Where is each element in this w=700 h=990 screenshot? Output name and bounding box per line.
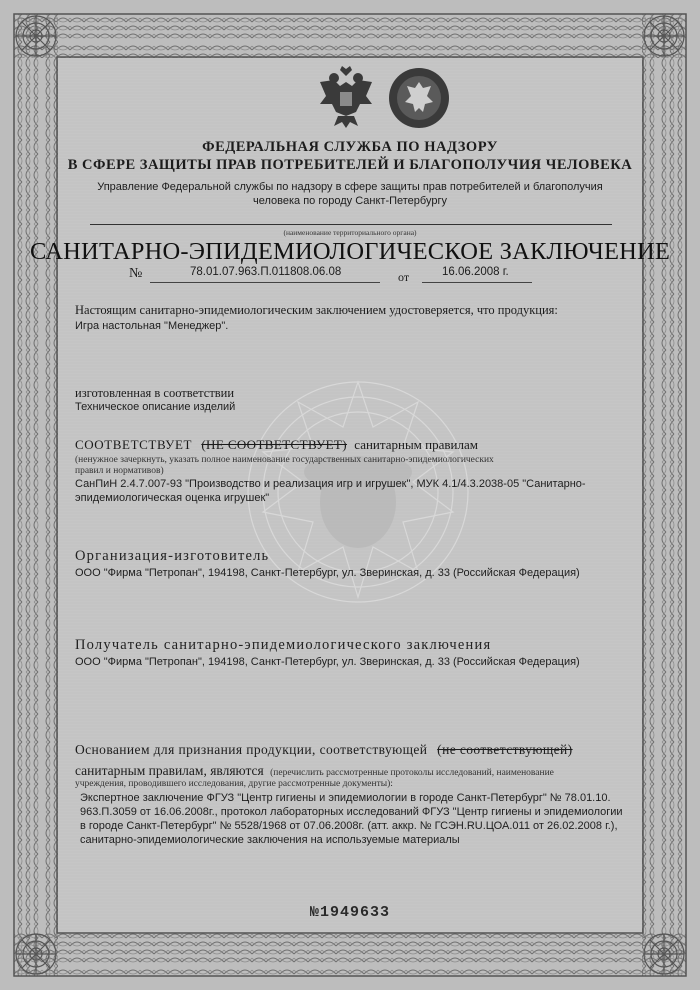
manufactured-label: изготовленная в соответствии — [75, 386, 235, 400]
certificate-number: 78.01.07.963.П.011808.06.08 — [190, 266, 342, 278]
basis-doc-line1: Экспертное заключение ФГУЗ "Центр гигиены и эпидемиологии в городе Санкт-Петербург" № 78.01.10. — [80, 792, 611, 804]
basis-line1-text: Основанием для признания продукции, соответствующей — [75, 742, 428, 757]
corner-ornament-br — [644, 934, 684, 974]
manufacturer-label: Организация-изготовитель — [75, 548, 270, 564]
agency-title-line2: В СФЕРЕ ЗАЩИТЫ ПРАВ ПОТРЕБИТЕЛЕЙ И БЛАГОПОЛУЧИЯ ЧЕЛОВЕКА — [67, 157, 633, 173]
rules-text: санитарным правилам — [354, 437, 478, 452]
serial-number: №1949633 — [309, 904, 390, 921]
basis-doc-line4: санитарно-эпидемиологические заключения на используемые материалы — [80, 834, 460, 846]
product-name: Игра настольная "Менеджер". — [75, 320, 229, 332]
number-underline — [150, 282, 380, 283]
corner-ornament-bl — [16, 934, 56, 974]
department-line2: человека по городу Санкт-Петербургу — [253, 195, 447, 207]
corner-ornament-tl — [16, 16, 56, 56]
basis-line3-note: учреждения, проводившего исследования, другие рассмотренные документы): — [75, 779, 393, 789]
document-title: САНИТАРНО-ЭПИДЕМИОЛОГИЧЕСКОЕ ЗАКЛЮЧЕНИЕ — [29, 238, 671, 265]
compliance-line — [75, 437, 478, 453]
basis-not-complies-text: (не соответствующей) — [437, 742, 573, 757]
agency-title-line1: ФЕДЕРАЛЬНАЯ СЛУЖБА ПО НАДЗОРУ — [202, 139, 498, 155]
department-underline — [90, 224, 612, 225]
corner-ornament-tr — [644, 16, 684, 56]
complies-text: СООТВЕТСТВУЕТ — [75, 437, 193, 452]
recipient-label: Получатель санитарно-эпидемиологического заключения — [75, 637, 492, 653]
eagle-emblem-icon — [316, 66, 376, 128]
compliance-note-line1: (ненужное зачеркнуть, указать полное наименование государственных санитарно-эпидемиологических — [75, 455, 494, 465]
norms-line2: эпидемиологическая оценка игрушек" — [75, 492, 270, 504]
basis-line2-text: санитарным правилам, являются — [75, 763, 264, 778]
product-intro: Настоящим санитарно-эпидемиологическим заключением удостоверяется, что продукция: — [75, 303, 558, 317]
round-seal-icon — [387, 66, 451, 130]
date-label: от — [398, 270, 410, 284]
basis-line1 — [75, 742, 573, 758]
norms-line1: СанПиН 2.4.7.007-93 "Производство и реализация игр и игрушек", МУК 4.1/4.3.2038-05 "Санитарно- — [75, 478, 586, 490]
manufactured-value: Техническое описание изделий — [75, 401, 236, 413]
certificate-date: 16.06.2008 г. — [442, 266, 509, 278]
basis-doc-line2: 963.П.3059 от 16.06.2008г., протокол лабораторных исследований ФГУЗ "Центр гигиены и эпидемиологии — [80, 806, 623, 818]
manufacturer-value: ООО "Фирма "Петропан", 194198, Санкт-Петербург, ул. Зверинская, д. 33 (Российская Федерация) — [75, 567, 580, 579]
recipient-value: ООО "Фирма "Петропан", 194198, Санкт-Петербург, ул. Зверинская, д. 33 (Российская Федерация) — [75, 656, 580, 668]
department-caption: (наименование территориального органа) — [283, 228, 417, 237]
number-label: № — [129, 266, 143, 281]
compliance-note-line2: правил и нормативов) — [75, 466, 164, 476]
basis-line2-note: (перечислить рассмотренные протоколы исследований, наименование — [270, 768, 554, 778]
basis-line2 — [75, 763, 554, 779]
department-line1: Управление Федеральной службы по надзору в сфере защиты прав потребителей и благополучия — [97, 181, 603, 193]
not-complies-text: (НЕ СООТВЕТСТВУЕТ) — [201, 437, 348, 452]
basis-doc-line3: в городе Санкт-Петербург" № 5528/1968 от 07.06.2008г. (атт. аккр. № ГСЭН.RU.ЦОА.011 от 26.02.2008 г.), — [80, 820, 618, 832]
date-underline — [422, 282, 532, 283]
